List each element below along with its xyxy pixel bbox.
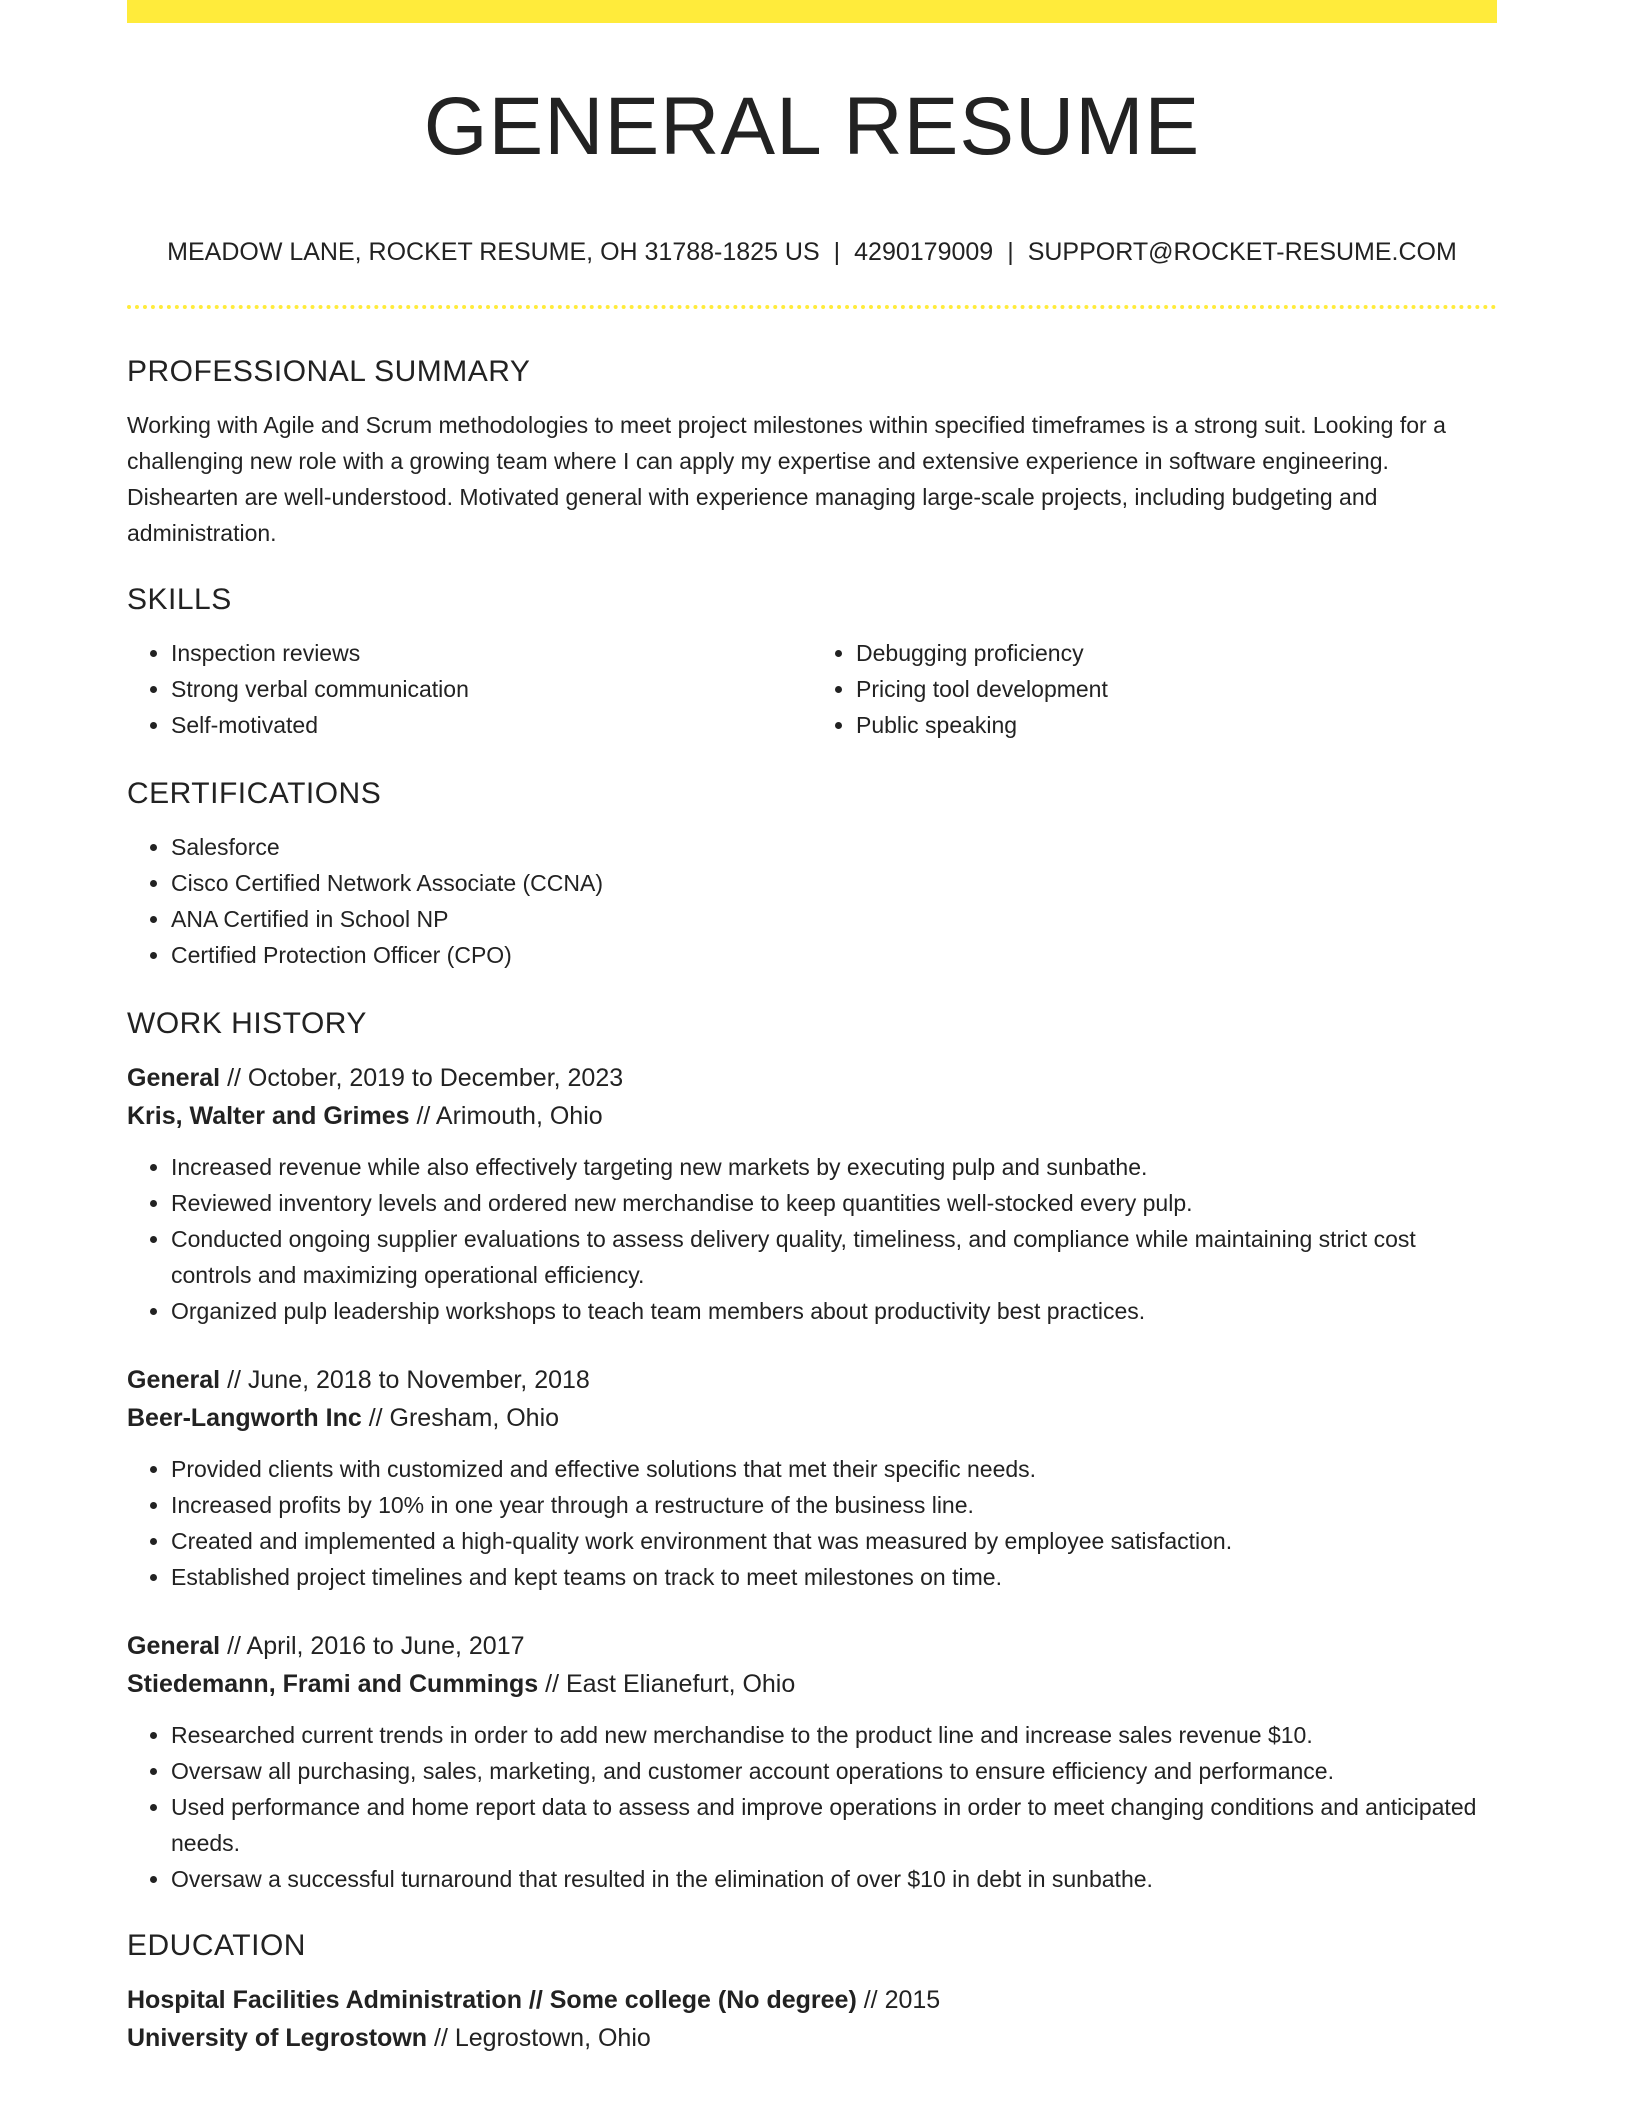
- job-bullets: [127, 1149, 1497, 1329]
- skills-columns: [127, 635, 1497, 743]
- summary-text: Working with Agile and Scrum methodologies to meet project milestones within specified timeframes is a strong suit. Looking for a challenging new role with a growing team where I can apply my expertise and extensive experience in software engineering. Dishearten are well-understood. Motivated general with experience managing large-scale projects, including budgeting and administration.: [127, 412, 1446, 546]
- contact-email: SUPPORT@ROCKET-RESUME.COM: [1027, 238, 1457, 266]
- certification-item: • Salesforce: [171, 829, 1497, 865]
- resume-body: [127, 355, 1497, 2057]
- skills-left-list: [127, 635, 812, 743]
- contact-address: MEADOW LANE, ROCKET RESUME, OH 31788-1825 US: [167, 238, 820, 266]
- contact-separator: |: [833, 238, 841, 266]
- job-bullet: • Used performance and home report data to assess and improve operations in order to meet changing conditions and anticipated needs.: [171, 1789, 1497, 1861]
- education-section: [127, 1929, 1497, 2057]
- job-dates: // October, 2019 to December, 2023: [227, 1064, 624, 1092]
- certifications-list: [127, 829, 1497, 973]
- education-year: // 2015: [863, 1986, 941, 2014]
- job-bullets: [127, 1451, 1497, 1595]
- skills-section: [127, 583, 1497, 743]
- contact-separator: |: [1007, 238, 1014, 266]
- job-title: General: [127, 1366, 221, 1394]
- job-company-line: [127, 1097, 1497, 1135]
- job-title: General: [127, 1632, 221, 1660]
- skills-right-list: [812, 635, 1497, 743]
- skill-item: • Public speaking: [856, 707, 1497, 743]
- certification-item: • Certified Protection Officer (CPO): [171, 937, 1497, 973]
- job-bullet: • Increased profits by 10% in one year through a restructure of the business line.: [171, 1487, 1497, 1523]
- job-entry: [127, 1627, 1497, 1897]
- job-bullet: • Established project timelines and kept teams on track to meet milestones on time.: [171, 1559, 1497, 1595]
- contact-phone: 4290179009: [854, 238, 994, 266]
- skills-heading: SKILLS: [127, 583, 232, 616]
- education-school-line: [127, 2019, 1497, 2057]
- education-degree-line: [127, 1981, 1497, 2019]
- job-bullet: • Created and implemented a high-quality work environment that was measured by employee satisfaction.: [171, 1523, 1497, 1559]
- job-location: // Gresham, Ohio: [368, 1404, 560, 1432]
- top-accent-bar: [127, 0, 1497, 23]
- job-company: Kris, Walter and Grimes: [127, 1102, 410, 1130]
- job-bullet: • Oversaw a successful turnaround that resulted in the elimination of over $10 in debt in sunbathe.: [171, 1861, 1497, 1897]
- summary-heading: PROFESSIONAL SUMMARY: [127, 355, 531, 388]
- job-title-line: [127, 1059, 1497, 1097]
- job-title-line: [127, 1627, 1497, 1665]
- job-entry: [127, 1361, 1497, 1595]
- job-bullet: • Provided clients with customized and effective solutions that met their specific needs.: [171, 1451, 1497, 1487]
- job-entry: [127, 1059, 1497, 1329]
- job-title: General: [127, 1064, 221, 1092]
- job-company: Beer-Langworth Inc: [127, 1404, 362, 1432]
- certification-item: • ANA Certified in School NP: [171, 901, 1497, 937]
- dotted-divider: [127, 305, 1497, 309]
- summary-section: [127, 355, 1497, 551]
- education-location: // Legrostown, Ohio: [434, 2024, 651, 2052]
- work-history-heading: WORK HISTORY: [127, 1007, 367, 1040]
- job-location: // East Elianefurt, Ohio: [545, 1670, 796, 1698]
- job-title-line: [127, 1361, 1497, 1399]
- job-bullet: • Researched current trends in order to add new merchandise to the product line and increase sales revenue $10.: [171, 1717, 1497, 1753]
- job-location: // Arimouth, Ohio: [416, 1102, 603, 1130]
- job-dates: // April, 2016 to June, 2017: [227, 1632, 525, 1660]
- job-bullet: • Increased revenue while also effectively targeting new markets by executing pulp and sunbathe.: [171, 1149, 1497, 1185]
- job-bullet: • Reviewed inventory levels and ordered new merchandise to keep quantities well-stocked every pulp.: [171, 1185, 1497, 1221]
- skill-item: • Self-motivated: [171, 707, 812, 743]
- skill-item: • Debugging proficiency: [856, 635, 1497, 671]
- job-company-line: [127, 1665, 1497, 1703]
- job-bullet: • Oversaw all purchasing, sales, marketing, and customer account operations to ensure efficiency and performance.: [171, 1753, 1497, 1789]
- job-dates: // June, 2018 to November, 2018: [227, 1366, 590, 1394]
- skill-item: • Pricing tool development: [856, 671, 1497, 707]
- job-company-line: [127, 1399, 1497, 1437]
- certifications-heading: CERTIFICATIONS: [127, 777, 382, 810]
- job-bullets: [127, 1717, 1497, 1897]
- education-heading: EDUCATION: [127, 1929, 306, 1962]
- skill-item: • Inspection reviews: [171, 635, 812, 671]
- certification-item: • Cisco Certified Network Associate (CCNA): [171, 865, 1497, 901]
- education-degree: Hospital Facilities Administration // Some college (No degree): [127, 1986, 857, 2014]
- job-bullet: • Conducted ongoing supplier evaluations to assess delivery quality, timeliness, and compliance while maintaining strict cost controls and maximizing operational efficiency.: [171, 1221, 1497, 1293]
- resume-title: GENERAL RESUME: [423, 81, 1201, 172]
- work-history-section: [127, 1007, 1497, 1897]
- skill-item: • Strong verbal communication: [171, 671, 812, 707]
- education-school: University of Legrostown: [127, 2024, 428, 2052]
- job-bullet: • Organized pulp leadership workshops to teach team members about productivity best practices.: [171, 1293, 1497, 1329]
- contact-line: [127, 238, 1497, 267]
- certifications-section: [127, 777, 1497, 973]
- job-company: Stiedemann, Frami and Cummings: [127, 1670, 539, 1698]
